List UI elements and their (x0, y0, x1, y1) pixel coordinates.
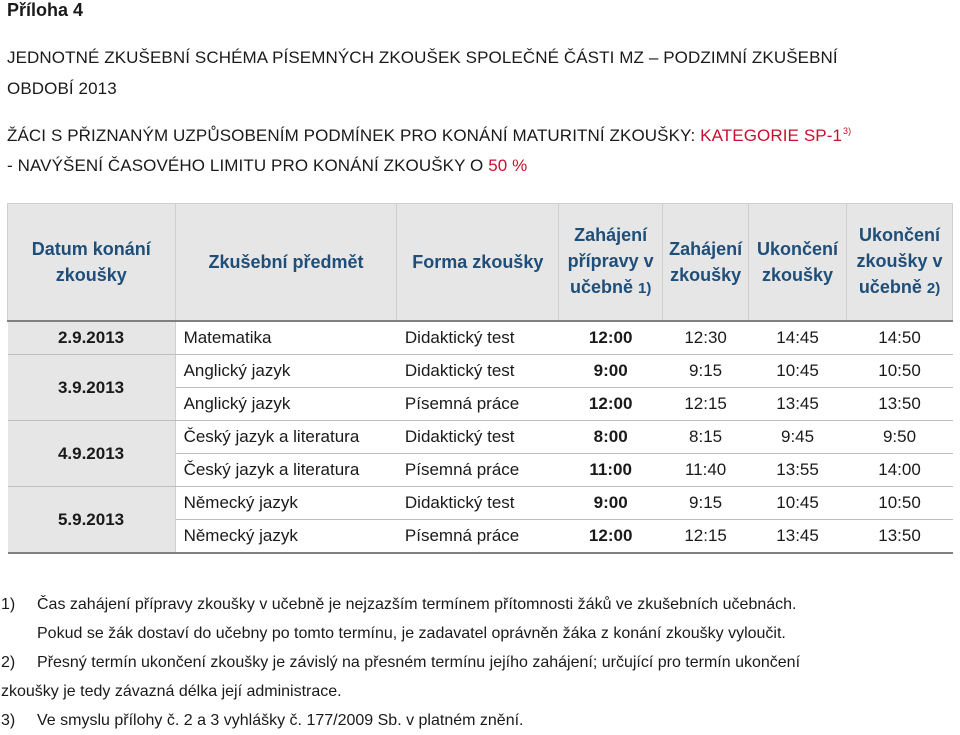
header-start: Zahájení zkoušky (663, 204, 749, 322)
subject-cell: Anglický jazyk (175, 388, 397, 421)
start-cell: 12:15 (663, 520, 749, 554)
footnote-text: Ve smyslu přílohy č. 2 a 3 vyhlášky č. 177/2009 Sb. v platném znění. (37, 712, 524, 729)
document-title-line2: OBDOBÍ 2013 (7, 79, 117, 98)
prep-start-cell: 8:00 (559, 421, 663, 454)
category-footnote-ref: 3) (843, 126, 852, 137)
header-end-room: Ukončení zkoušky v učebně 2) (847, 204, 953, 322)
subtitle-text-2: - NAVÝŠENÍ ČASOVÉHO LIMITU PRO KONÁNÍ ZKOUŠKY O (7, 156, 489, 175)
header-subject: Zkušební předmět (175, 204, 397, 322)
end-room-cell: 14:50 (847, 321, 953, 355)
prep-start-cell: 11:00 (559, 454, 663, 487)
footnote-number: 3) (1, 712, 16, 729)
footnote-text: Přesný termín ukončení zkoušky je závislý na přesném termínu jejího zahájení; určující pro termín ukončení (37, 654, 801, 671)
table-row (8, 487, 953, 520)
header-prep-footnote: 1) (638, 280, 652, 297)
date-cell: 5.9.2013 (8, 487, 176, 554)
end-cell: 9:45 (749, 421, 847, 454)
header-end: Ukončení zkoušky (749, 204, 847, 322)
form-cell: Didaktický test (397, 487, 559, 520)
end-room-cell: 10:50 (847, 487, 953, 520)
start-cell: 11:40 (663, 454, 749, 487)
footnote-text: Čas zahájení přípravy zkoušky v učebně je nejzazším termínem přítomnosti žáků ve zkušebních učebnách. (37, 596, 797, 613)
footnote-text: Pokud se žák dostaví do učebny po tomto termínu, je zadavatel oprávněn žáka z konání zkoušky vyloučit. (37, 625, 786, 642)
prep-start-cell: 12:00 (559, 388, 663, 421)
table-row (8, 355, 953, 388)
exam-schedule-table (7, 203, 953, 554)
end-room-cell: 13:50 (847, 388, 953, 421)
subtitle-line2 (7, 156, 527, 176)
appendix-label: Příloha 4 (7, 0, 84, 20)
subject-cell: Anglický jazyk (175, 355, 397, 388)
start-cell: 9:15 (663, 487, 749, 520)
subtitle-text: ŽÁCI S PŘIZNANÝM UZPŮSOBENÍM PODMÍNEK PRO KONÁNÍ MATURITNÍ ZKOUŠKY: (7, 126, 701, 145)
footnote-2-cont (1, 677, 800, 706)
prep-start-cell: 12:00 (559, 321, 663, 355)
table-row (8, 321, 953, 355)
header-date: Datum konání zkoušky (8, 204, 176, 322)
end-cell: 13:45 (749, 520, 847, 554)
form-cell: Didaktický test (397, 421, 559, 454)
footnote-1 (1, 590, 800, 619)
start-cell: 12:30 (663, 321, 749, 355)
end-cell: 10:45 (749, 355, 847, 388)
footnote-number: 2) (1, 654, 16, 671)
footnote-text: zkoušky je tedy závazná délka její administrace. (1, 683, 342, 700)
end-cell: 13:45 (749, 388, 847, 421)
category-label: KATEGORIE SP-1 (700, 126, 843, 145)
prep-start-cell: 9:00 (559, 487, 663, 520)
footnote-3 (1, 706, 800, 735)
form-cell: Didaktický test (397, 321, 559, 355)
header-end-room-footnote: 2) (926, 280, 941, 297)
prep-start-cell: 12:00 (559, 520, 663, 554)
subject-cell: Matematika (175, 321, 397, 355)
form-cell: Písemná práce (397, 388, 559, 421)
footnote-2 (1, 648, 801, 677)
subtitle-line1 (7, 126, 851, 146)
footnote-1-cont (37, 619, 800, 648)
header-form: Forma zkoušky (397, 204, 559, 322)
header-prep-start: Zahájení přípravy v učebně 1) (559, 204, 663, 322)
table-header-row (8, 204, 953, 322)
subject-cell: Český jazyk a literatura (175, 421, 397, 454)
date-cell: 4.9.2013 (8, 421, 176, 487)
start-cell: 12:15 (663, 388, 749, 421)
subject-cell: Český jazyk a literatura (175, 454, 397, 487)
subject-cell: Německý jazyk (175, 487, 397, 520)
date-cell: 2.9.2013 (8, 321, 176, 355)
end-cell: 10:45 (749, 487, 847, 520)
document-title-line1: JEDNOTNÉ ZKUŠEBNÍ SCHÉMA PÍSEMNÝCH ZKOUŠEK SPOLEČNÉ ČÁSTI MZ – PODZIMNÍ ZKUŠEBNÍ (7, 48, 838, 67)
form-cell: Didaktický test (397, 355, 559, 388)
end-room-cell: 9:50 (847, 421, 953, 454)
start-cell: 9:15 (663, 355, 749, 388)
percent-value: 50 % (488, 156, 528, 175)
end-cell: 14:45 (749, 321, 847, 355)
form-cell: Písemná práce (397, 520, 559, 554)
subject-cell: Německý jazyk (175, 520, 397, 554)
start-cell: 8:15 (663, 421, 749, 454)
table-row (8, 421, 953, 454)
date-cell: 3.9.2013 (8, 355, 176, 421)
end-room-cell: 14:00 (847, 454, 953, 487)
prep-start-cell: 9:00 (559, 355, 663, 388)
form-cell: Písemná práce (397, 454, 559, 487)
end-room-cell: 13:50 (847, 520, 953, 554)
footnotes (1, 590, 801, 735)
footnote-number: 1) (1, 596, 16, 613)
end-room-cell: 10:50 (847, 355, 953, 388)
end-cell: 13:55 (749, 454, 847, 487)
